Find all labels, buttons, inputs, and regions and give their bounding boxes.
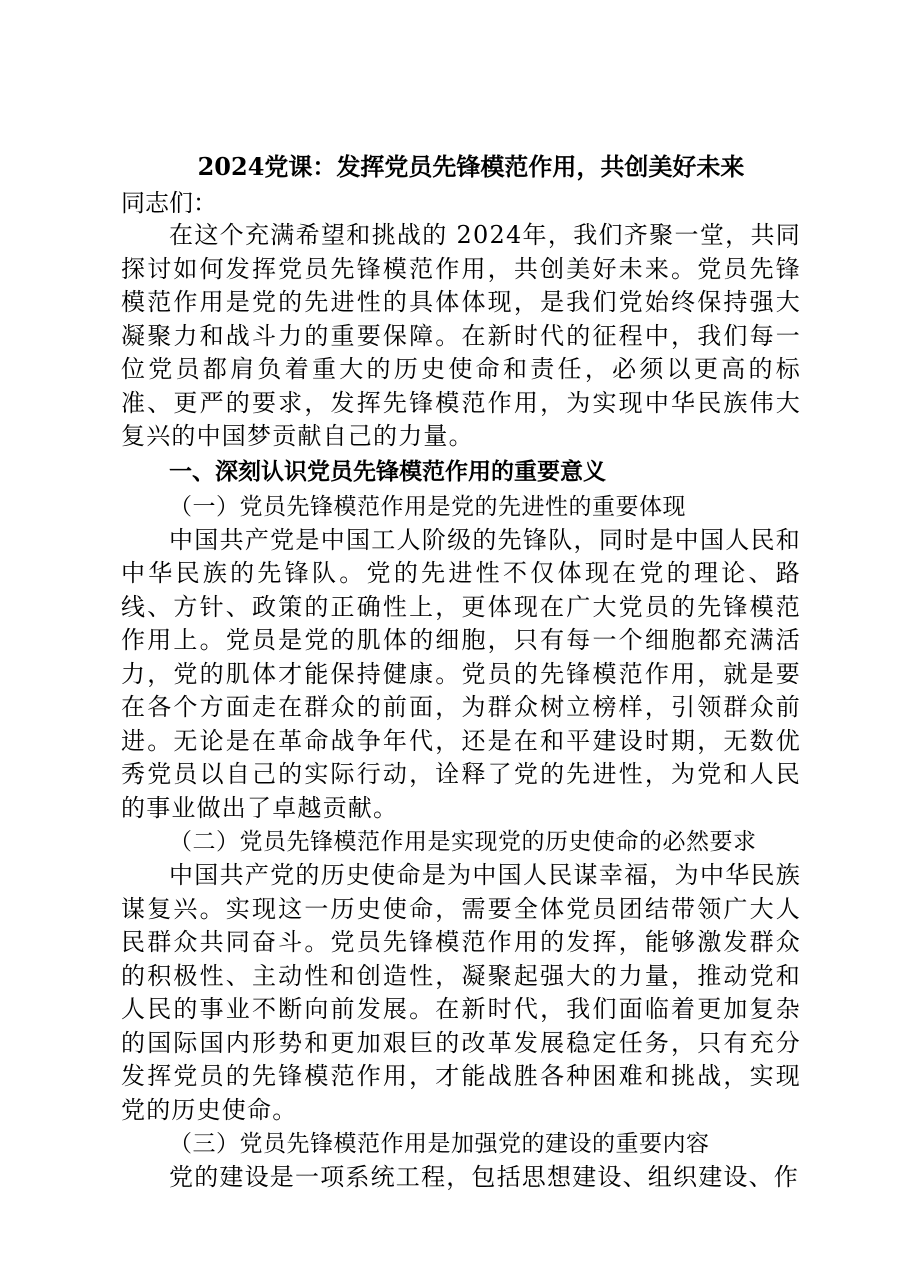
section-heading-1: 一、深刻认识党员先锋模范作用的重要意义 [169,457,606,485]
subsection-heading-1: （一）党员先锋模范作用是党的先进性的重要体现 [169,493,686,520]
greeting: 同志们： [121,189,217,217]
intro-paragraph: 在这个充满希望和挑战的 2024年，我们齐聚一堂，共同探讨如何发挥党员先锋模范作用，共创美好未来。党员先锋模范作用是党的先进性的具体体现，是我们党始终保持强大凝聚力和战斗力的重要保障。在新时代的征程中，我们每一位党员都肩负着重大的历史使命和责任，必须以更高的标准、更严的要求，发挥先锋模范作用，为实现中华民族伟大复兴的中国梦贡献自己的力量。 [121,221,801,450]
document-title: 2024党课：发挥党员先锋模范作用，共创美好未来 [197,152,745,181]
subsection-paragraph-3: 党的建设是一项系统工程，包括思想建设、组织建设、作 [169,1163,799,1191]
subsection-paragraph-2: 中国共产党的历史使命是为中国人民谋幸福，为中华民族谋复兴。实现这一历史使命，需要全体党员团结带领广大人民群众共同奋斗。党员先锋模范作用的发挥，能够激发群众的积极性、主动性和创造性，凝聚起强大的力量，推动党和人民的事业不断向前发展。在新时代，我们面临着更加复杂的国际国内形势和更加艰巨的改革发展稳定任务，只有充分发挥党员的先锋模范作用，才能战胜各种困难和挑战，实现党的历史使命。 [121,861,801,1124]
subsection-paragraph-1: 中国共产党是中国工人阶级的先锋队，同时是中国人民和中华民族的先锋队。党的先进性不仅体现在党的理论、路线、方针、政策的正确性上，更体现在广大党员的先锋模范作用上。党员是党的肌体的细胞，只有每一个细胞都充满活力，党的肌体才能保持健康。党员的先锋模范作用，就是要在各个方面走在群众的前面，为群众树立榜样，引领群众前进。无论是在革命战争年代，还是在和平建设时期，无数优秀党员以自己的实际行动，诠释了党的先进性，为党和人民的事业做出了卓越贡献。 [121,525,801,822]
subsection-heading-2: （二）党员先锋模范作用是实现党的历史使命的必然要求 [169,829,757,855]
subsection-heading-3: （三）党员先锋模范作用是加强党的建设的重要内容 [169,1131,710,1157]
document-body [121,147,801,1195]
